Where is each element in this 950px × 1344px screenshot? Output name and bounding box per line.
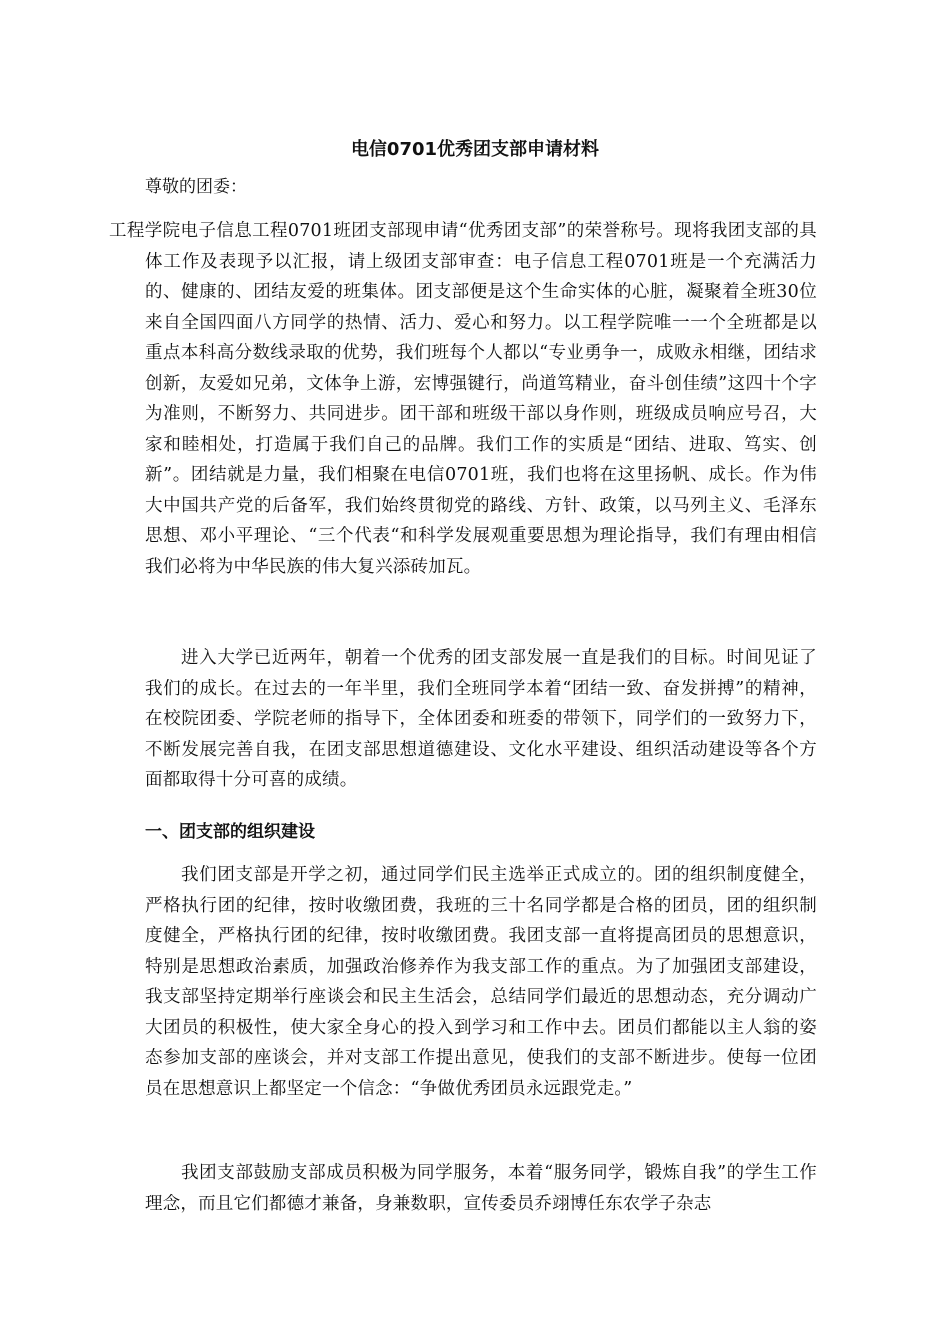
paragraph-organization: 我们团支部是开学之初，通过同学们民主选举正式成立的。团的组织制度健全，严格执行团的纪律，按时收缴团费，我班的三十名同学都是合格的团员，团的组织制度健全，严格执行团的纪律，按时收缴团费。我团支部一直将提高团员的思想意识，特别是思想政治素质，加强政治修养作为我支部工作的重点。为了加强团支部建设，我支部坚持定期举行座谈会和民主生活会，总结同学们最近的思想动态，充分调动广大团员的积极性，使大家全身心的投入到学习和工作中去。团员们都能以主人翁的姿态参加支部的座谈会，并对支部工作提出意见，使我们的支部不断进步。使每一位团员在思想意识上都坚定一个信念：“争做优秀团员永远跟党走。” [145, 865, 817, 1099]
paragraph-goal: 进入大学已近两年，朝着一个优秀的团支部发展一直是我们的目标。时间见证了我们的成长。在过去的一年半里，我们全班同学本着“团结一致、奋发拼搏”的精神，在校院团委、学院老师的指导下，全体团委和班委的带领下，同学们的一致努力下，不断发展完善自我，在团支部思想道德建设、文化水平建设、组织活动建设等各个方面都取得十分可喜的成绩。 [145, 648, 817, 790]
document-title: 电信0701优秀团支部申请材料 [350, 139, 600, 160]
paragraph-service: 我团支部鼓励支部成员积极为同学服务，本着“服务同学，锻炼自我”的学生工作理念，而且它们都德才兼备，身兼数职，宣传委员乔翊博任东农学子杂志 [145, 1163, 817, 1214]
salutation: 尊敬的团委： [145, 177, 247, 197]
section-heading: 一、团支部的组织建设 [145, 822, 315, 842]
paragraph-intro: 工程学院电子信息工程0701班团支部现申请“优秀团支部”的荣誉称号。现将我团支部的具体工作及表现予以汇报，请上级团支部审查：电子信息工程0701班是一个充满活力的、健康的、团结友爱的班集体。团支部便是这个生命实体的心脏，凝聚着全班30位来自全国四面八方同学的热情、活力、爱心和努力。以工程学院唯一一个全班都是以重点本科高分数线录取的优势，我们班每个人都以“专业勇争一，成败永相继，团结求创新，友爱如兄弟，文体争上游，宏博强键行，尚道笃精业，奋斗创佳绩”这四十个字为准则，不断努力、共同进步。团干部和班级干部以身作则，班级成员响应号召，大家和睦相处，打造属于我们自己的品牌。我们工作的实质是“团结、进取、笃实、创新”。团结就是力量，我们相聚在电信0701班，我们也将在这里扬帆、成长。作为伟大中国共产党的后备军，我们始终贯彻党的路线、方针、政策，以马列主义、毛泽东思想、邓小平理论、“三个代表“和科学发展观重要思想为理论指导，我们有理由相信我们必将为中华民族的伟大复兴添砖加瓦。 [109, 221, 817, 577]
